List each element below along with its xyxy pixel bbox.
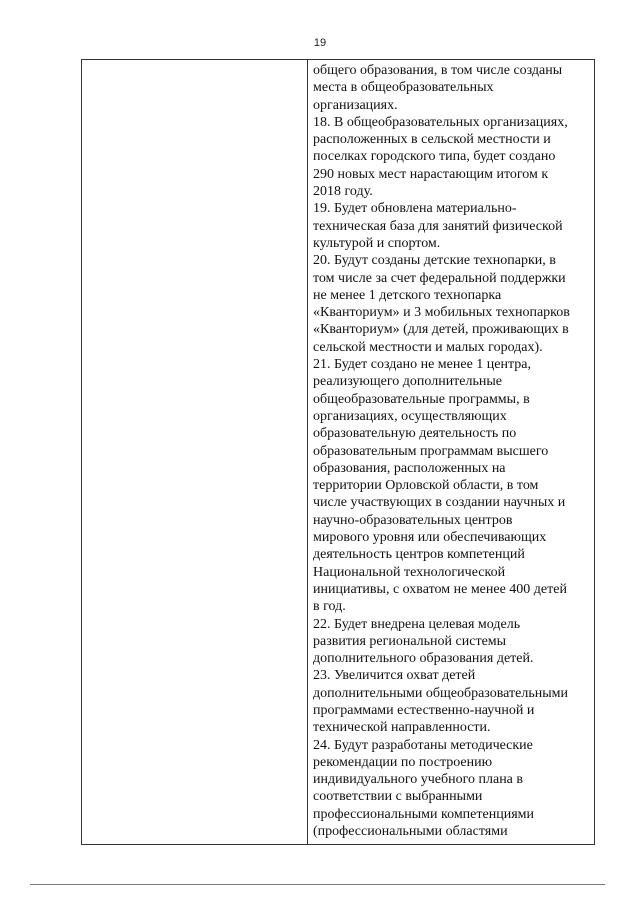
text-line: 24. Будут разработаны методические (313, 737, 533, 753)
text-line: территории Орловской области, в том (313, 478, 539, 494)
text-line: инициативы, с охватом не менее 400 детей (313, 581, 567, 597)
text-line: 290 новых мест нарастающим итогом к (313, 166, 549, 182)
text-line: соответствии с выбранными (313, 789, 483, 805)
text-line: 22. Будет внедрена целевая модель (313, 616, 521, 632)
page-number: 19 (313, 37, 327, 49)
text-line: 2018 году. (313, 184, 373, 200)
right-column-cell (308, 60, 594, 844)
text-line: организациях. (313, 97, 398, 113)
text-line: Национальной технологической (313, 564, 506, 580)
text-line: мирового уровня или обеспечивающих (313, 530, 547, 546)
text-line: дополнительными общеобразовательными (313, 685, 568, 701)
text-line: 19. Будет обновлена материально- (313, 201, 517, 217)
text-line: техническая база для занятий физической (313, 218, 563, 234)
text-line: не менее 1 детского технопарка (313, 287, 502, 303)
text-line: программами естественно-научной и (313, 702, 535, 718)
text-line: образования, расположенных на (313, 460, 506, 476)
text-line: организациях, осуществляющих (313, 408, 507, 424)
text-line: развития региональной системы (313, 633, 507, 649)
text-line: дополнительного образования детей. (313, 651, 534, 667)
text-line: расположенных в сельской местности и (313, 132, 551, 148)
text-line: индивидуального учебного плана в (313, 772, 524, 788)
text-line: общего образования, в том числе созданы (313, 63, 563, 78)
text-line: общеобразовательные программы, в (313, 391, 530, 407)
text-line: 20. Будут созданы детские технопарки, в (313, 253, 556, 269)
text-line: (профессиональными областями (313, 824, 508, 840)
text-line: образовательную деятельность по (313, 426, 517, 442)
text-line: в год. (313, 599, 346, 615)
left-column-cell (82, 60, 308, 844)
text-line: культурой и спортом. (313, 235, 441, 251)
text-line: реализующего дополнительные (313, 374, 502, 390)
text-line: научно-образовательных центров (313, 512, 513, 528)
text-line: рекомендации по построению (313, 754, 493, 770)
text-line: «Кванториум» и 3 мобильных технопарков (313, 305, 570, 321)
bottom-rule (30, 884, 605, 885)
text-line: технической направленности. (313, 720, 491, 736)
text-line: 18. В общеобразовательных организациях, (313, 114, 568, 130)
text-line: поселках городского типа, будет создано (313, 149, 556, 165)
text-line: том числе за счет федеральной поддержки (313, 270, 566, 286)
text-line: деятельность центров компетенций (313, 547, 525, 563)
text-line: сельской местности и малых городах). (313, 339, 543, 355)
text-line: «Кванториум» (для детей, проживающих в (313, 322, 569, 338)
text-line: профессиональными компетенциями (313, 806, 534, 822)
text-line: 23. Увеличится охват детей (313, 668, 476, 684)
text-line: числе участвующих в создании научных и (313, 495, 566, 511)
text-line: 21. Будет создано не менее 1 центра, (313, 357, 531, 373)
text-line: места в общеобразовательных (313, 80, 494, 96)
text-line: образовательным программам высшего (313, 443, 549, 459)
document-table (81, 59, 595, 845)
